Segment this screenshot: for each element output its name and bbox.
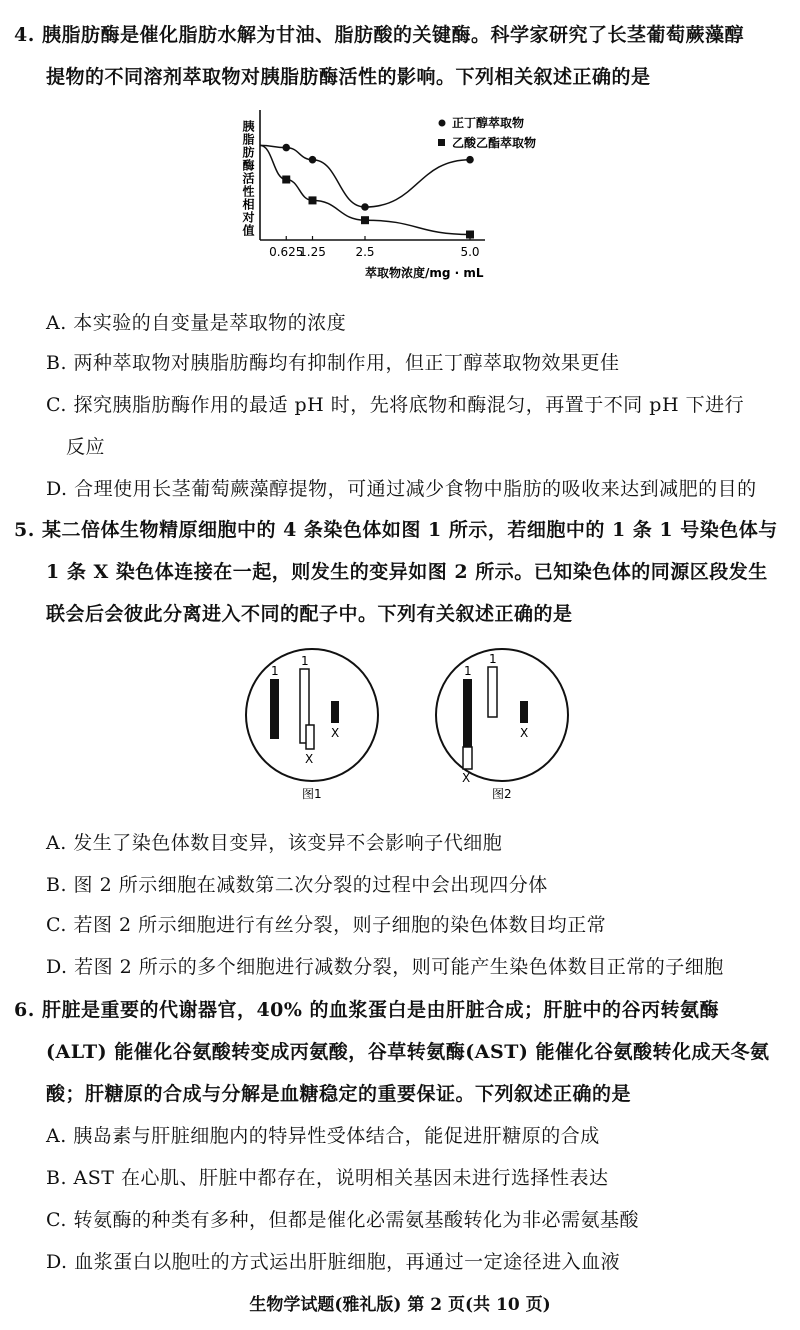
q5-figure-2 xyxy=(430,645,580,805)
chromosome-label-x: X xyxy=(520,726,529,740)
chromosome-x-dark xyxy=(520,701,528,723)
figure-2-caption: 图2 xyxy=(492,787,512,801)
q6-stem-line1: 6. 肝脏是重要的代谢器官，40% 的血浆蛋白是由肝脏合成；肝脏中的谷丙转氨酶 xyxy=(14,999,720,1021)
q5-option-a: A. 发生了染色体数目变异，该变异不会影响子代细胞 xyxy=(46,832,503,854)
fused-chromosome-x-part xyxy=(463,747,472,769)
q6-stem-line3: 酸；肝糖原的合成与分解是血糖稳定的重要保证。下列叙述正确的是 xyxy=(46,1083,632,1105)
page-footer: 生物学试题(雅礼版) 第 2 页(共 10 页) xyxy=(249,1295,551,1315)
x-tick-label: 5.0 xyxy=(460,245,480,259)
q5-option-d: D. 若图 2 所示的多个细胞进行减数分裂，则可能产生染色体数目正常的子细胞 xyxy=(46,956,724,978)
legend-label: 乙酸乙酯萃取物 xyxy=(452,136,537,150)
q6-option-d: D. 血浆蛋白以胞吐的方式运出肝脏细胞，再通过一定途径进入血液 xyxy=(46,1251,621,1273)
legend-label: 正丁醇萃取物 xyxy=(452,116,525,130)
chromosome-label-1: 1 xyxy=(489,652,497,666)
q5-option-c: C. 若图 2 所示细胞进行有丝分裂，则子细胞的染色体数目均正常 xyxy=(46,914,607,936)
q4-option-b: B. 两种萃取物对胰脂肪酶均有抑制作用，但正丁醇萃取物效果更佳 xyxy=(46,352,620,374)
x-tick-label: 2.5 xyxy=(355,245,375,259)
chromosome-1-light xyxy=(488,667,497,717)
q5-figure-1 xyxy=(240,645,390,805)
data-point xyxy=(309,196,317,204)
q6-option-a: A. 胰岛素与肝脏细胞内的特异性受体结合，能促进肝糖原的合成 xyxy=(46,1125,600,1147)
q4-option-c-line1: C. 探究胰脂肪酶作用的最适 pH 时，先将底物和酶混匀，再置于不同 pH 下进行 xyxy=(46,394,745,416)
q4-line-chart xyxy=(230,100,580,285)
legend-marker xyxy=(439,120,446,127)
x-tick-label: 0.625 xyxy=(269,245,304,259)
q4-option-a: A. 本实验的自变量是萃取物的浓度 xyxy=(46,312,347,334)
chromosome-label-x: X xyxy=(331,726,340,740)
chromosome-label-1: 1 xyxy=(301,654,309,668)
q4-option-d: D. 合理使用长茎葡萄蕨藻醇提物，可通过减少食物中脂肪的吸收来达到减肥的目的 xyxy=(46,478,757,500)
chromosome-x-dark xyxy=(331,701,339,723)
figure-1-caption: 图1 xyxy=(302,787,322,801)
chromosome-1-dark xyxy=(270,679,279,739)
q4-stem-line2: 提物的不同溶剂萃取物对胰脂肪酶活性的影响。下列相关叙述正确的是 xyxy=(46,66,651,88)
chromosome-label-1: 1 xyxy=(464,664,472,678)
chromosome-x-light xyxy=(306,725,314,749)
q5-stem-line2: 1 条 X 染色体连接在一起，则发生的变异如图 2 所示。已知染色体的同源区段发生 xyxy=(46,561,768,583)
data-point xyxy=(466,156,474,164)
data-point xyxy=(309,156,317,164)
series-line xyxy=(260,145,470,207)
chromosome-label-x: X xyxy=(462,771,471,785)
chart-x-axis-label: 萃取物浓度/mg · mL xyxy=(365,266,484,280)
x-tick-label: 1.25 xyxy=(299,245,326,259)
q5-stem-line3: 联会后会彼此分离进入不同的配子中。下列有关叙述正确的是 xyxy=(46,603,573,625)
data-point xyxy=(282,144,290,152)
data-point xyxy=(466,231,474,239)
data-point xyxy=(282,176,290,184)
fused-chromosome-1-part xyxy=(463,679,472,747)
cell-outline xyxy=(436,649,568,781)
q4-option-c-line2: 反应 xyxy=(66,436,106,458)
q5-option-b: B. 图 2 所示细胞在减数第二次分裂的过程中会出现四分体 xyxy=(46,874,548,896)
q4-stem-line1: 4. 胰脂肪酶是催化脂肪水解为甘油、脂肪酸的关键酶。科学家研究了长茎葡萄蕨藻醇 xyxy=(14,24,744,46)
chart-y-axis-label: 胰脂肪酶活性相对值 xyxy=(241,120,255,237)
q5-stem-line1: 5. 某二倍体生物精原细胞中的 4 条染色体如图 1 所示，若细胞中的 1 条 1 号染色体与 xyxy=(14,519,778,541)
data-point xyxy=(361,203,369,211)
q6-option-c: C. 转氨酶的种类有多种，但都是催化必需氨基酸转化为非必需氨基酸 xyxy=(46,1209,639,1231)
q6-stem-line2: (ALT) 能催化谷氨酸转变成丙氨酸，谷草转氨酶(AST) 能催化谷氨酸转化成天冬氨 xyxy=(46,1041,770,1063)
q6-option-b: B. AST 在心肌、肝脏中都存在，说明相关基因未进行选择性表达 xyxy=(46,1167,609,1189)
chromosome-label-1: 1 xyxy=(271,664,279,678)
chromosome-label-x: X xyxy=(305,752,314,766)
legend-marker xyxy=(438,139,445,146)
data-point xyxy=(361,216,369,224)
